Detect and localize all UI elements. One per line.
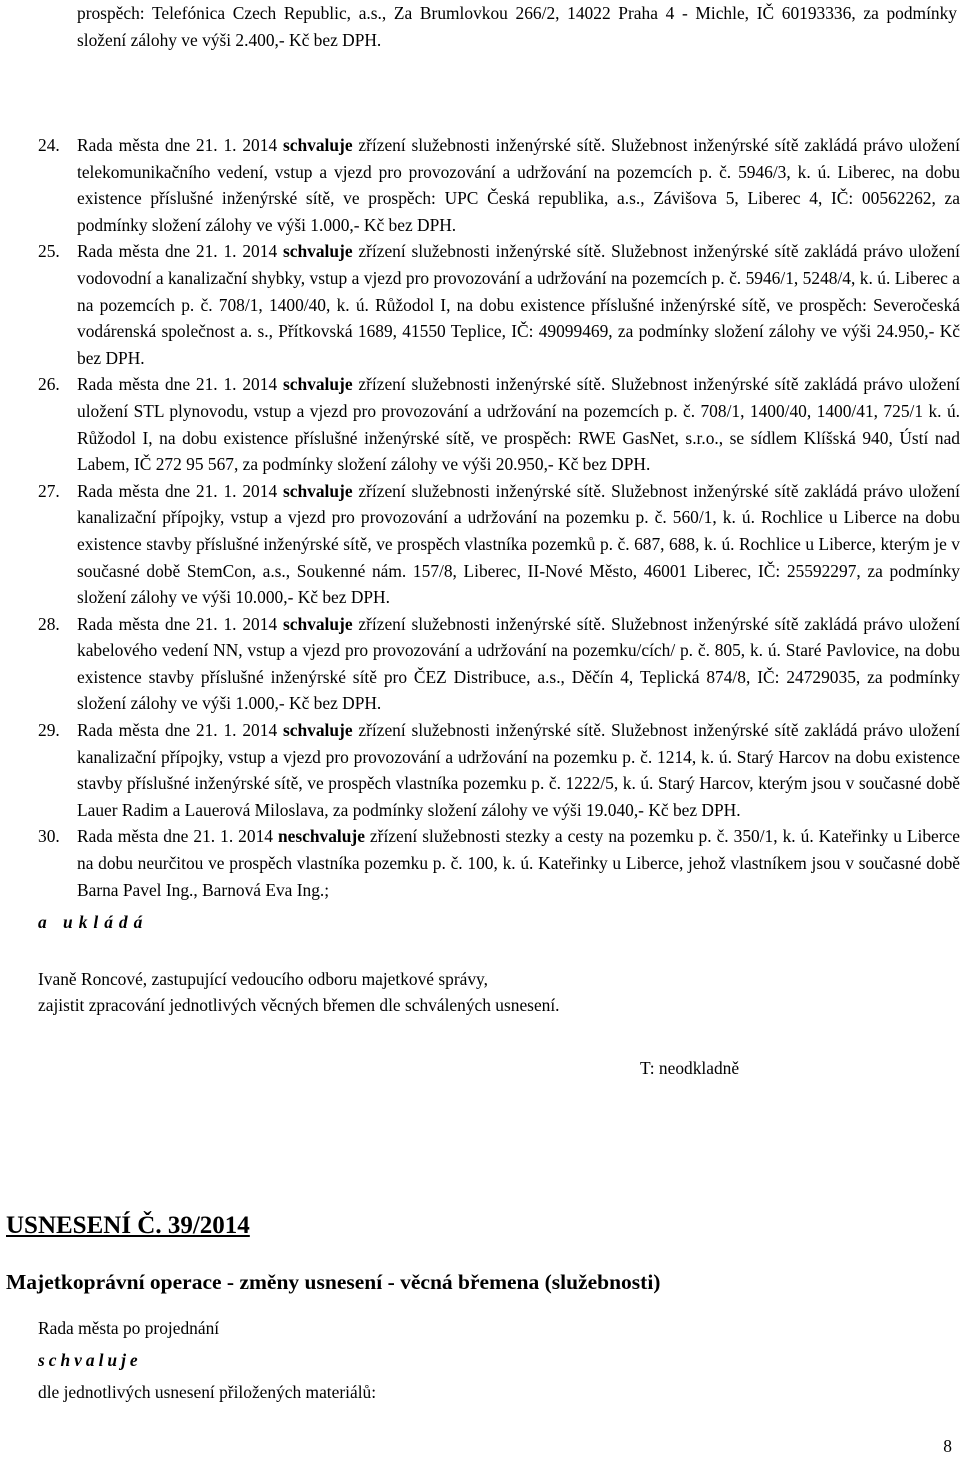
task-line: zajistit zpracování jednotlivých věcných břemen dle schválených usnesení. <box>38 995 560 1015</box>
resolution-intro-line: Rada města po projednání <box>38 1318 220 1338</box>
item-verb: schvaluje <box>282 241 353 262</box>
item-prefix: Rada města dne 21. 1. 2014 <box>77 826 278 847</box>
resolution-items-list <box>38 132 960 903</box>
item-text <box>77 611 960 717</box>
list-item <box>38 611 960 717</box>
intro-text: prospěch: Telefónica Czech Republic, a.s., Za Brumlovkou 266/2, 14022 Praha 4 - Michle, IČ 60193336, za podmínky složení zálohy ve výši 2.400,- Kč bez DPH. <box>77 3 957 50</box>
resolution-subtitle: Majetkoprávní operace - změny usnesení - věcná břemena (služebnosti) <box>6 1270 661 1294</box>
item-verb: schvaluje <box>282 135 353 155</box>
resolution-materials-line: dle jednotlivých usnesení přiložených materiálů: <box>38 1382 377 1402</box>
list-item <box>38 478 960 611</box>
item-number: 24. <box>38 135 60 155</box>
list-item <box>38 132 960 238</box>
item-number: 26. <box>38 374 60 395</box>
assignee-line: Ivaně Roncové, zastupující vedoucího odboru majetkové správy, <box>38 969 488 989</box>
item-body: zřízení služebnosti inženýrské sítě. Služebnost inženýrské sítě zakládá právo uložení uložení STL plynovodu, vstup a vjezd pro provozování a udržování na pozemcích p. č. 708/1, 1400/40, 1400/41, 725/1 k. ú. Růžodol I, na dobu existence příslušné inženýrské sítě, ve prospěch: RWE GasNet, s.r.o., se sídlem Klíšská 940, Ústí nad Labem, IČ 272 95 567, za podmínky složení zálohy ve výši 20.950,- Kč bez DPH. <box>77 374 960 475</box>
list-item <box>38 238 960 371</box>
item-body: zřízení služebnosti inženýrské sítě. Služebnost inženýrské sítě zakládá právo uložení kanalizační přípojky, vstup a vjezd pro provozování a udržování na pozemku p. č. 560/1, k. ú. Rochlice u Liberce na dobu existence stavby příslušné inženýrské sítě, ve prospěch vlastníka pozemků p. č. 687, 688, k. ú. Rochlice u Liberce, kterým je v současné době StemCon, a.s., Soukenné nám. 157/8, Liberec, II-Nové Město, 46001 Liberec, IČ: 25592297, za podmínky složení zálohy ve výši 10.000,- Kč bez DPH. <box>77 480 960 608</box>
item-body: zřízení služebnosti inženýrské sítě. Služebnost inženýrské sítě zakládá právo uložení kanalizační přípojky, vstup a vjezd pro provozování a udržování na pozemku p. č. 1214, k. ú. Starý Harcov na dobu existence stavby příslušné inženýrské sítě, ve prospěch vlastníka pozemku p. č. 1222/5, k. ú. Starý Harcov, kterým jsou v současné době Lauer Radim a Lauerová Miloslava, za podmínky složení zálohy ve výši 19.040,- Kč bez DPH. <box>77 720 960 820</box>
item-verb: schvaluje <box>282 480 353 501</box>
item-text <box>77 717 960 823</box>
item-verb: neschvaluje <box>277 826 365 847</box>
page-number: 8 <box>943 1436 952 1456</box>
item-number: 30. <box>38 826 60 847</box>
item-prefix: Rada města dne 21. 1. 2014 <box>77 374 283 395</box>
resolution-title: USNESENÍ Č. 39/2014 <box>6 1212 250 1239</box>
item-number: 25. <box>38 241 60 262</box>
item-prefix: Rada města dne 21. 1. 2014 <box>77 135 283 155</box>
item-prefix: Rada města dne 21. 1. 2014 <box>77 720 283 741</box>
item-prefix: Rada města dne 21. 1. 2014 <box>77 613 283 634</box>
item-number: 27. <box>38 480 60 501</box>
item-verb: schvaluje <box>282 613 353 634</box>
list-item <box>38 371 960 477</box>
intro-paragraph <box>77 0 957 53</box>
list-item <box>38 823 960 903</box>
item-text <box>77 478 960 611</box>
item-text <box>77 823 960 903</box>
item-verb: schvaluje <box>282 374 353 395</box>
item-body: zřízení služebnosti inženýrské sítě. Služebnost inženýrské sítě zakládá právo uložení telekomunikačního vedení, vstup a vjezd pro provozování a udržování na pozemcích p. č. 5946/3, k. ú. Liberec, na dobu existence příslušné inženýrské sítě, ve prospěch: UPC Česká republika, a.s., Závišova 5, Liberec 4, IČ: 00562262, za podmínky složení zálohy ve výši 1.000,- Kč bez DPH. <box>77 135 960 235</box>
item-body: zřízení služebnosti inženýrské sítě. Služebnost inženýrské sítě zakládá právo uložení vodovodní a kanalizační shybky, vstup a vjezd pro provozování a udržování na pozemcích p. č. 5946/1, 5248/4, k. ú. Liberec a na pozemcích p. č. 708/1, 1400/40, k. ú. Růžodol I, na dobu existence příslušné inženýrské sítě, ve prospěch: Severočeská vodárenská společnost a. s., Přítkovská 1689, 41550 Teplice, IČ: 49099469, za podmínky složení zálohy ve výši 24.950,- Kč bez DPH. <box>77 241 960 368</box>
list-item <box>38 717 960 823</box>
deadline-text: T: neodkladně <box>640 1058 740 1078</box>
item-body: zřízení služebnosti stezky a cesty na pozemku p. č. 350/1, k. ú. Kateřinky u Liberce na dobu neurčitou ve prospěch vlastníka pozemku p. č. 100, k. ú. Kateřinky u Liberce, jehož vlastníkem jsou v současné době Barna Pavel Ing., Barnová Eva Ing.; <box>77 826 960 900</box>
item-number: 28. <box>38 613 60 634</box>
item-prefix: Rada města dne 21. 1. 2014 <box>77 480 283 501</box>
item-text <box>77 371 960 477</box>
item-prefix: Rada města dne 21. 1. 2014 <box>77 241 283 262</box>
item-verb: schvaluje <box>282 720 353 741</box>
ukláda-heading: a ukládá <box>38 912 149 932</box>
item-text <box>77 238 960 371</box>
resolution-verb: schvaluje <box>38 1350 142 1370</box>
item-body: zřízení služebnosti inženýrské sítě. Služebnost inženýrské sítě zakládá právo uložení kabelového vedení NN, vstup a vjezd pro provozování a udržování na pozemku/cích/ p. č. 805, k. ú. Staré Pavlovice, na dobu existence stavby příslušné inženýrské sítě pro ČEZ Distribuce, a.s., Děčín 4, Teplická 874/8, IČ: 24729035, za podmínky složení zálohy ve výši 1.000,- Kč bez DPH. <box>77 613 960 714</box>
item-text <box>77 132 960 238</box>
item-number: 29. <box>38 720 60 741</box>
